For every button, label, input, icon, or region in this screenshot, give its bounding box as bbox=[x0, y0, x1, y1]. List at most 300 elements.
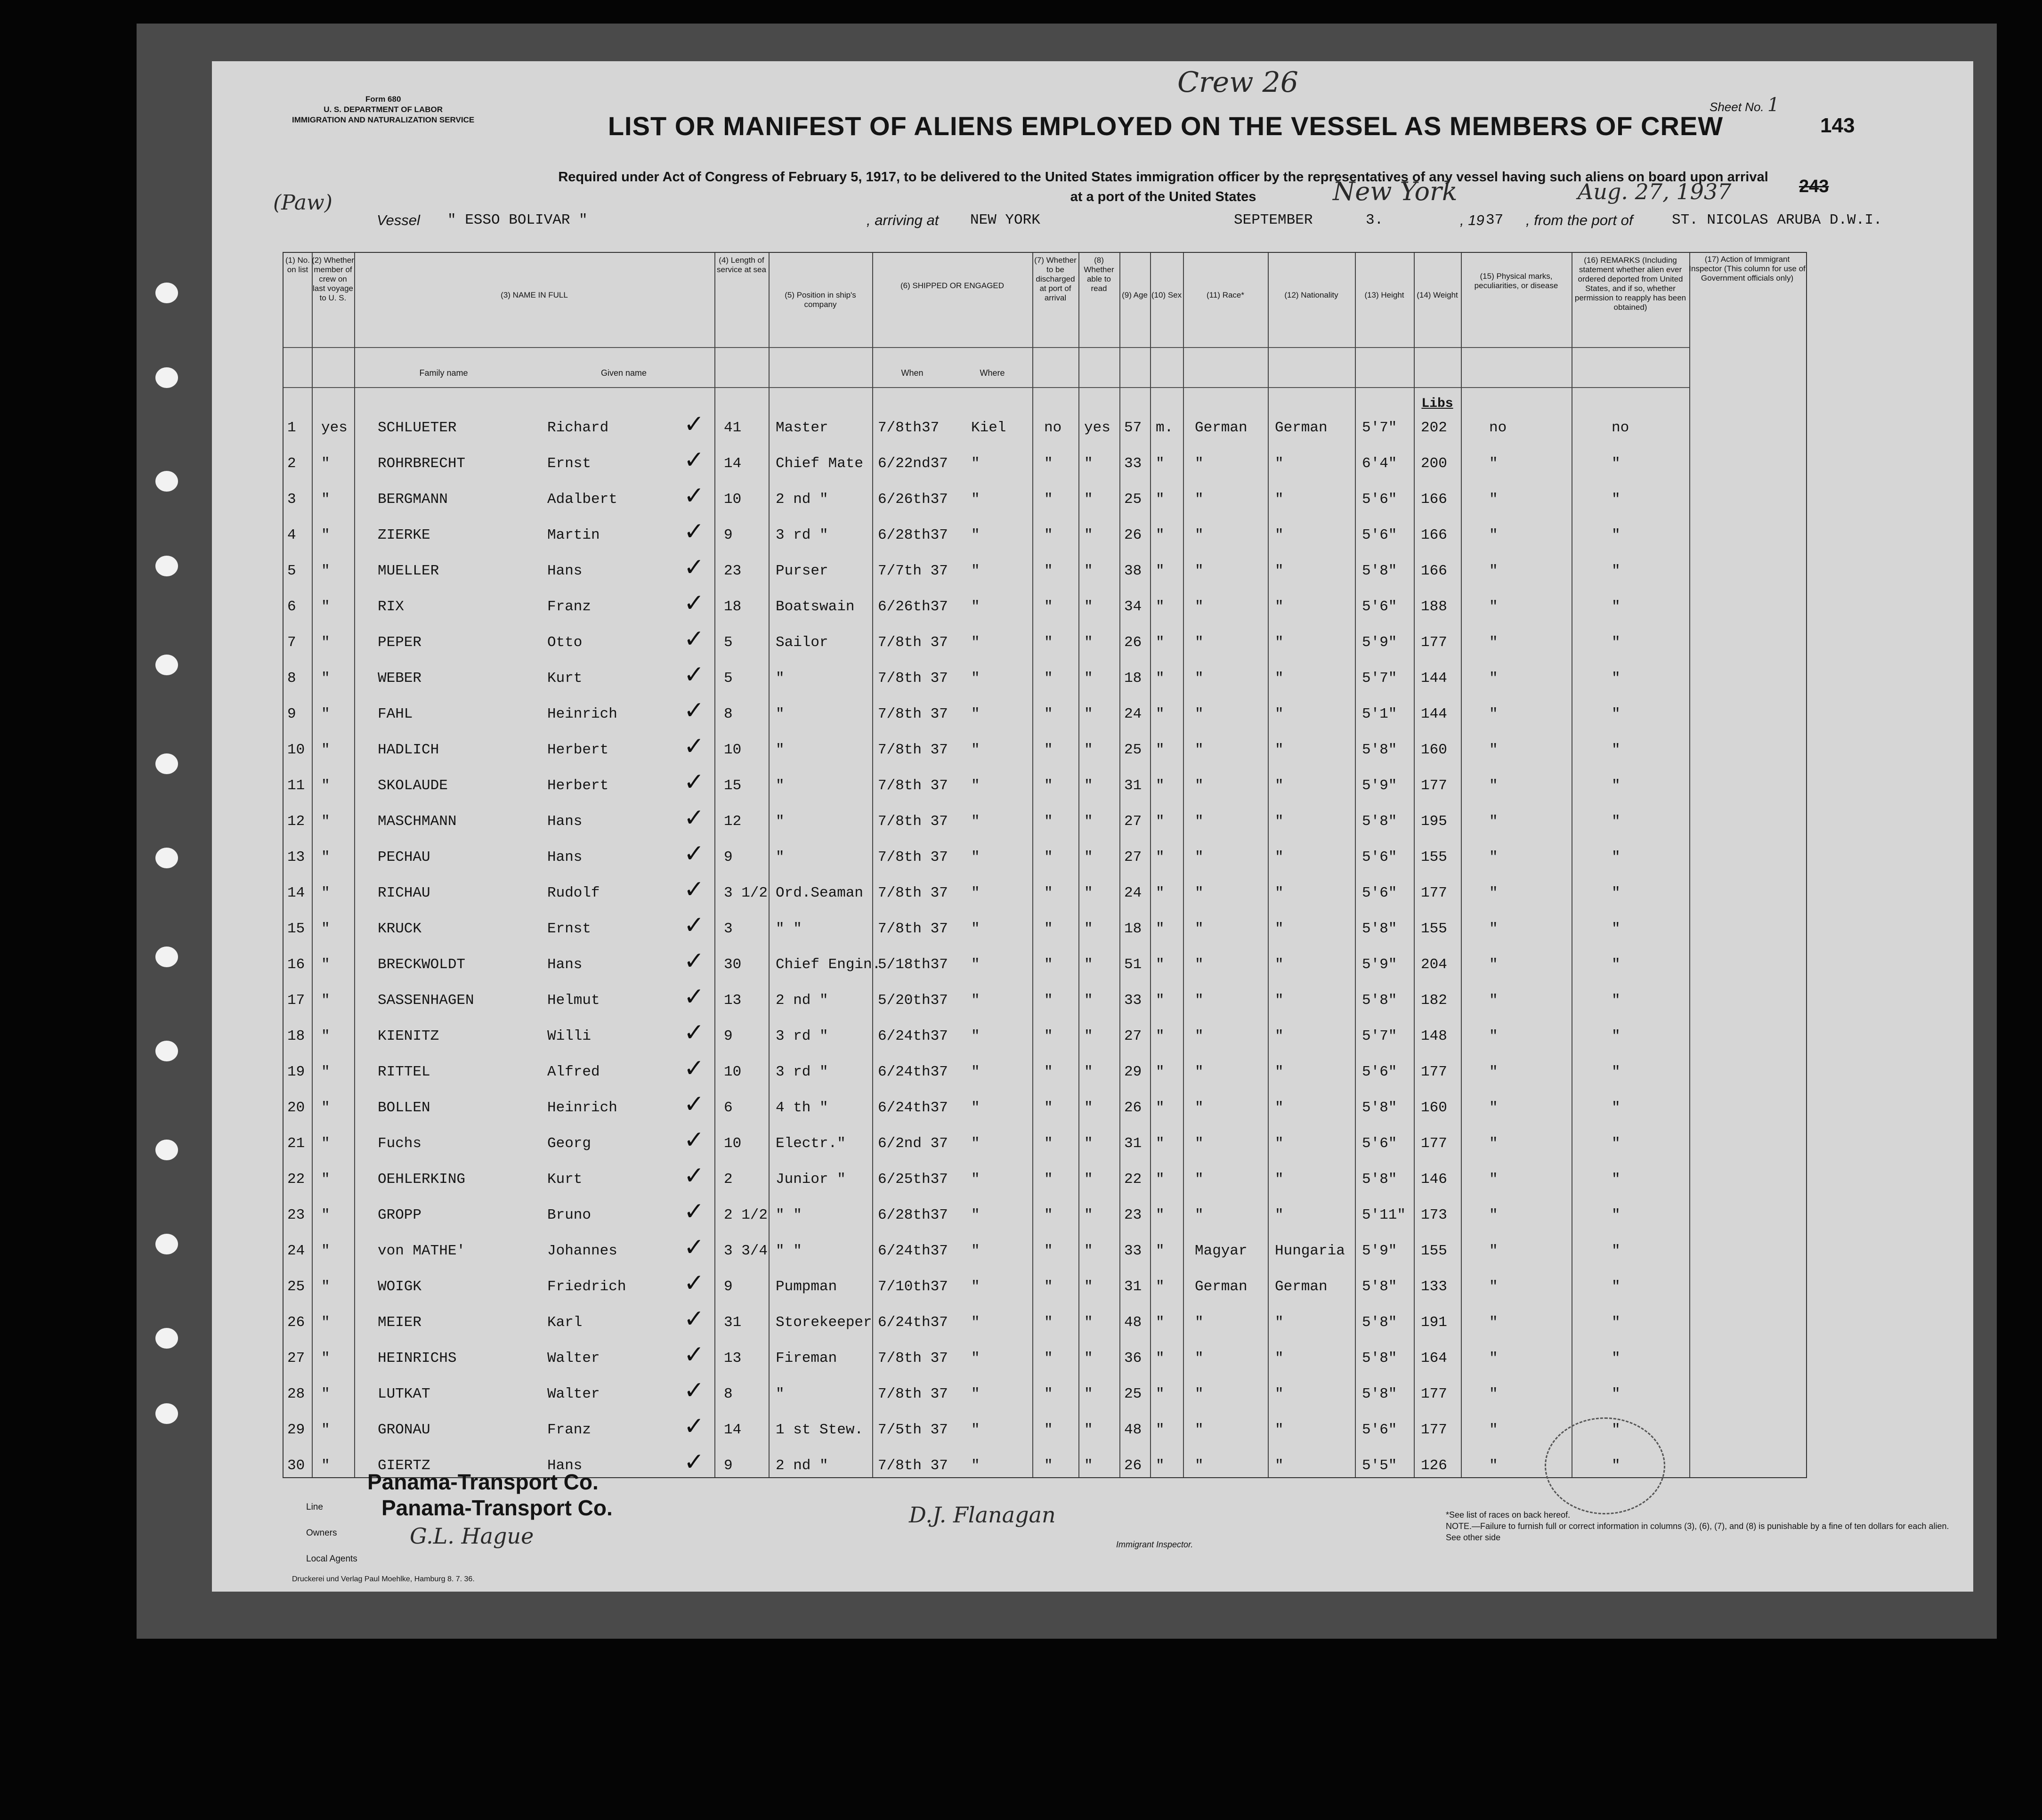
shipped-where-cell: " bbox=[971, 527, 980, 543]
discharged-cell: " bbox=[1044, 921, 1053, 937]
physical-marks-cell: " bbox=[1489, 885, 1498, 901]
footnote-line: *See list of races on back hereof. bbox=[1446, 1510, 1571, 1520]
family-name-cell: GRONAU bbox=[378, 1422, 430, 1438]
discharged-cell: " bbox=[1044, 1171, 1053, 1188]
shipped-when-cell: 6/28th37 bbox=[878, 527, 948, 543]
row-number-cell: 12 bbox=[287, 813, 305, 830]
discharged-cell: " bbox=[1044, 742, 1053, 758]
shipped-where-cell: " bbox=[971, 1243, 980, 1259]
able-to-read-cell: " bbox=[1084, 1350, 1093, 1367]
weight-cell: 177 bbox=[1421, 1135, 1447, 1152]
physical-marks-cell: " bbox=[1489, 527, 1498, 543]
col-header-previous-voyage: (2) Whether member of crew on last voyage to U. S. bbox=[312, 256, 354, 302]
physical-marks-cell: " bbox=[1489, 921, 1498, 937]
sex-cell: " bbox=[1156, 599, 1165, 615]
remarks-cell: " bbox=[1612, 849, 1621, 866]
physical-marks-cell: " bbox=[1489, 634, 1498, 651]
race-cell: " bbox=[1195, 1457, 1204, 1474]
table-row bbox=[284, 1197, 1689, 1236]
able-to-read-cell: " bbox=[1084, 634, 1093, 651]
age-cell: 26 bbox=[1124, 1457, 1142, 1474]
service-years-cell: 10 bbox=[724, 742, 742, 758]
previous-voyage-cell: " bbox=[321, 813, 330, 830]
given-name-cell: Alfred bbox=[547, 1064, 600, 1080]
checkmark-icon: ✓ bbox=[684, 1341, 705, 1369]
family-name-cell: WEBER bbox=[378, 670, 422, 687]
given-name-cell: Rudolf bbox=[547, 885, 600, 901]
sex-cell: " bbox=[1156, 1135, 1165, 1152]
col-header-discharged: (7) Whether to be discharged at port of arrival bbox=[1034, 256, 1077, 302]
checkmark-icon: ✓ bbox=[684, 1054, 705, 1083]
vessel-label: Vessel bbox=[377, 212, 420, 228]
weight-cell: 146 bbox=[1421, 1171, 1447, 1188]
weight-unit: Libs bbox=[1421, 396, 1453, 411]
sex-cell: " bbox=[1156, 1207, 1165, 1223]
shipped-where-cell: " bbox=[971, 634, 980, 651]
checkmark-icon: ✓ bbox=[684, 661, 705, 689]
remarks-cell: " bbox=[1612, 1028, 1621, 1044]
remarks-cell: " bbox=[1612, 599, 1621, 615]
sheet-label: Sheet No. bbox=[1710, 100, 1764, 114]
checkmark-icon: ✓ bbox=[684, 589, 705, 617]
nationality-cell: " bbox=[1275, 1028, 1284, 1044]
service-years-cell: 3 bbox=[724, 921, 733, 937]
weight-cell: 177 bbox=[1421, 885, 1447, 901]
arrival-month: SEPTEMBER bbox=[1234, 212, 1313, 228]
discharged-cell: " bbox=[1044, 1100, 1053, 1116]
row-number-cell: 19 bbox=[287, 1064, 305, 1080]
family-name-cell: RITTEL bbox=[378, 1064, 430, 1080]
checkmark-icon: ✓ bbox=[684, 625, 705, 653]
position-cell: 2 nd " bbox=[776, 491, 828, 508]
header-divider bbox=[284, 387, 1689, 388]
able-to-read-cell: " bbox=[1084, 491, 1093, 508]
col-header-height: (13) Height bbox=[1364, 291, 1404, 299]
checkmark-icon: ✓ bbox=[684, 1197, 705, 1226]
position-cell: 2 nd " bbox=[776, 992, 828, 1009]
able-to-read-cell: " bbox=[1084, 527, 1093, 543]
shipped-where-cell: " bbox=[971, 563, 980, 579]
shipped-where-cell: " bbox=[971, 1100, 980, 1116]
row-number-cell: 22 bbox=[287, 1171, 305, 1188]
row-number-cell: 23 bbox=[287, 1207, 305, 1223]
agents-label: Local Agents bbox=[306, 1554, 357, 1564]
shipped-when-cell: 7/8th 37 bbox=[878, 885, 948, 901]
checkmark-icon: ✓ bbox=[684, 446, 705, 474]
able-to-read-cell: " bbox=[1084, 1243, 1093, 1259]
table-row bbox=[284, 911, 1689, 950]
nationality-cell: Hungaria bbox=[1275, 1243, 1345, 1259]
position-cell: Master bbox=[776, 420, 828, 436]
form-number: Form 680 bbox=[365, 95, 401, 104]
sex-cell: " bbox=[1156, 921, 1165, 937]
previous-voyage-cell: " bbox=[321, 599, 330, 615]
remarks-cell: " bbox=[1612, 563, 1621, 579]
col-header-shipped: (6) SHIPPED OR ENGAGED bbox=[900, 281, 1005, 290]
col-header-age: (9) Age bbox=[1122, 291, 1148, 299]
able-to-read-cell: " bbox=[1084, 742, 1093, 758]
checkmark-icon: ✓ bbox=[684, 1448, 705, 1476]
shipped-where-cell: " bbox=[971, 992, 980, 1009]
height-cell: 5'8" bbox=[1362, 1100, 1397, 1116]
family-name-cell: MUELLER bbox=[378, 563, 439, 579]
previous-voyage-cell: " bbox=[321, 1350, 330, 1367]
shipped-where-cell: " bbox=[971, 921, 980, 937]
height-cell: 5'6" bbox=[1362, 849, 1397, 866]
remarks-cell: " bbox=[1612, 491, 1621, 508]
col-header-service: (4) Length of service at sea bbox=[717, 256, 766, 274]
remarks-cell: no bbox=[1612, 420, 1629, 436]
position-cell: Pumpman bbox=[776, 1278, 837, 1295]
shipped-where-cell: " bbox=[971, 742, 980, 758]
shipped-where-cell: " bbox=[971, 1350, 980, 1367]
nationality-cell: " bbox=[1275, 527, 1284, 543]
shipped-when-cell: 7/8th 37 bbox=[878, 1386, 948, 1402]
checkmark-icon: ✓ bbox=[684, 983, 705, 1011]
checkmark-icon: ✓ bbox=[684, 1233, 705, 1262]
nationality-cell: " bbox=[1275, 885, 1284, 901]
remarks-cell: " bbox=[1612, 1350, 1621, 1367]
table-row bbox=[284, 663, 1689, 699]
height-cell: 5'5" bbox=[1362, 1457, 1397, 1474]
race-cell: " bbox=[1195, 813, 1204, 830]
age-cell: 31 bbox=[1124, 1278, 1142, 1295]
discharged-cell: " bbox=[1044, 670, 1053, 687]
age-cell: 31 bbox=[1124, 1135, 1142, 1152]
row-number-cell: 3 bbox=[287, 491, 296, 508]
sex-cell: " bbox=[1156, 455, 1165, 472]
family-name-cell: GIERTZ bbox=[378, 1457, 430, 1474]
physical-marks-cell: " bbox=[1489, 1064, 1498, 1080]
col-header-position: (5) Position in ship's company bbox=[785, 291, 856, 309]
owners-value: Panama-Transport Co. bbox=[381, 1496, 613, 1520]
previous-voyage-cell: " bbox=[321, 1028, 330, 1044]
given-name-cell: Heinrich bbox=[547, 1100, 617, 1116]
family-name-cell: RICHAU bbox=[378, 885, 430, 901]
table-row bbox=[284, 947, 1689, 986]
remarks-cell: " bbox=[1612, 956, 1621, 973]
given-name-cell: Franz bbox=[547, 1422, 592, 1438]
race-cell: " bbox=[1195, 849, 1204, 866]
physical-marks-cell: " bbox=[1489, 742, 1498, 758]
position-cell: " bbox=[776, 706, 785, 722]
family-name-cell: OEHLERKING bbox=[378, 1171, 466, 1188]
previous-voyage-cell: " bbox=[321, 1064, 330, 1080]
age-cell: 27 bbox=[1124, 1028, 1142, 1044]
able-to-read-cell: " bbox=[1084, 1422, 1093, 1438]
age-cell: 34 bbox=[1124, 599, 1142, 615]
arriving-label: , arriving at bbox=[867, 212, 939, 228]
height-cell: 5'8" bbox=[1362, 563, 1397, 579]
weight-cell: 155 bbox=[1421, 921, 1447, 937]
able-to-read-cell: " bbox=[1084, 992, 1093, 1009]
checkmark-icon: ✓ bbox=[684, 911, 705, 939]
race-cell: " bbox=[1195, 1422, 1204, 1438]
sex-cell: " bbox=[1156, 1171, 1165, 1188]
shipped-where-cell: " bbox=[971, 1171, 980, 1188]
shipped-when-cell: 7/8th 37 bbox=[878, 921, 948, 937]
row-number-cell: 28 bbox=[287, 1386, 305, 1402]
service-years-cell: 9 bbox=[724, 1278, 733, 1295]
age-cell: 26 bbox=[1124, 634, 1142, 651]
service-years-cell: 13 bbox=[724, 1350, 742, 1367]
height-cell: 5'6" bbox=[1362, 599, 1397, 615]
position-cell: Storekeeper bbox=[776, 1314, 872, 1331]
checkmark-icon: ✓ bbox=[684, 1126, 705, 1154]
row-number-cell: 16 bbox=[287, 956, 305, 973]
nationality-cell: " bbox=[1275, 921, 1284, 937]
race-cell: " bbox=[1195, 1028, 1204, 1044]
race-cell: " bbox=[1195, 1171, 1204, 1188]
height-cell: 5'8" bbox=[1362, 1350, 1397, 1367]
weight-cell: 166 bbox=[1421, 563, 1447, 579]
position-cell: " bbox=[776, 1386, 785, 1402]
row-number-cell: 29 bbox=[287, 1422, 305, 1438]
shipped-when-cell: 7/7th 37 bbox=[878, 563, 948, 579]
race-cell: " bbox=[1195, 527, 1204, 543]
nationality-cell: " bbox=[1275, 706, 1284, 722]
discharged-cell: " bbox=[1044, 491, 1053, 508]
given-name-cell: Hans bbox=[547, 849, 583, 866]
age-cell: 48 bbox=[1124, 1314, 1142, 1331]
age-cell: 38 bbox=[1124, 563, 1142, 579]
family-name-cell: SKOLAUDE bbox=[378, 777, 448, 794]
family-name-cell: SASSENHAGEN bbox=[378, 992, 474, 1009]
printer-imprint: Druckerei und Verlag Paul Moehlke, Hamburg 8. 7. 36. bbox=[292, 1575, 475, 1583]
given-name-cell: Walter bbox=[547, 1350, 600, 1367]
service-years-cell: 6 bbox=[724, 1100, 733, 1116]
weight-cell: 155 bbox=[1421, 849, 1447, 866]
table-row bbox=[284, 553, 1689, 592]
given-name-cell: Helmut bbox=[547, 992, 600, 1009]
weight-cell: 133 bbox=[1421, 1278, 1447, 1295]
weight-cell: 160 bbox=[1421, 1100, 1447, 1116]
punch-hole bbox=[155, 655, 178, 675]
race-cell: " bbox=[1195, 1207, 1204, 1223]
previous-voyage-cell: " bbox=[321, 1171, 330, 1188]
sex-cell: m. bbox=[1156, 420, 1174, 436]
action-column-header: (17) Action of Immigrant Inspector (This column for use of Government officials only) bbox=[1689, 255, 1806, 283]
sex-cell: " bbox=[1156, 992, 1165, 1009]
checkmark-icon: ✓ bbox=[684, 768, 705, 796]
position-cell: Ord.Seaman bbox=[776, 885, 864, 901]
service-years-cell: 5 bbox=[724, 634, 733, 651]
table-row bbox=[284, 1126, 1689, 1165]
able-to-read-cell: " bbox=[1084, 599, 1093, 615]
family-name-cell: FAHL bbox=[378, 706, 413, 722]
col-header-no: (1) No. on list bbox=[285, 256, 310, 274]
row-number-cell: 14 bbox=[287, 885, 305, 901]
checkmark-icon: ✓ bbox=[684, 482, 705, 510]
checkmark-icon: ✓ bbox=[684, 875, 705, 904]
family-name-cell: PECHAU bbox=[378, 849, 430, 866]
physical-marks-cell: " bbox=[1489, 1314, 1498, 1331]
row-number-cell: 20 bbox=[287, 1100, 305, 1116]
discharged-cell: " bbox=[1044, 706, 1053, 722]
shipped-where-cell: " bbox=[971, 813, 980, 830]
subheader-where: Where bbox=[980, 368, 1005, 378]
previous-voyage-cell: " bbox=[321, 921, 330, 937]
sex-cell: " bbox=[1156, 527, 1165, 543]
checkmark-icon: ✓ bbox=[684, 947, 705, 975]
sex-cell: " bbox=[1156, 777, 1165, 794]
position-cell: Boatswain bbox=[776, 599, 855, 615]
punch-hole bbox=[155, 471, 178, 492]
height-cell: 5'8" bbox=[1362, 1171, 1397, 1188]
age-cell: 23 bbox=[1124, 1207, 1142, 1223]
year-prefix: , 19 bbox=[1460, 212, 1484, 228]
weight-cell: 195 bbox=[1421, 813, 1447, 830]
height-cell: 5'8" bbox=[1362, 813, 1397, 830]
col-header-marks: (15) Physical marks, peculiarities, or disease bbox=[1474, 272, 1558, 290]
given-name-cell: Herbert bbox=[547, 742, 609, 758]
nationality-cell: " bbox=[1275, 563, 1284, 579]
previous-voyage-cell: " bbox=[321, 849, 330, 866]
shipped-where-cell: " bbox=[971, 885, 980, 901]
handwritten-note: (Paw) bbox=[273, 191, 332, 215]
shipped-when-cell: 7/8th 37 bbox=[878, 849, 948, 866]
height-cell: 5'6" bbox=[1362, 491, 1397, 508]
position-cell: 4 th " bbox=[776, 1100, 828, 1116]
weight-cell: 166 bbox=[1421, 527, 1447, 543]
physical-marks-cell: no bbox=[1489, 420, 1507, 436]
physical-marks-cell: " bbox=[1489, 849, 1498, 866]
punch-hole bbox=[155, 367, 178, 388]
physical-marks-cell: " bbox=[1489, 455, 1498, 472]
age-cell: 26 bbox=[1124, 1100, 1142, 1116]
sex-cell: " bbox=[1156, 742, 1165, 758]
given-name-cell: Georg bbox=[547, 1135, 592, 1152]
able-to-read-cell: " bbox=[1084, 1278, 1093, 1295]
table-row bbox=[284, 1412, 1689, 1451]
previous-voyage-cell: " bbox=[321, 992, 330, 1009]
age-cell: 51 bbox=[1124, 956, 1142, 973]
family-name-cell: LUTKAT bbox=[378, 1386, 430, 1402]
discharged-cell: " bbox=[1044, 1243, 1053, 1259]
table-row bbox=[284, 768, 1689, 807]
position-cell: Junior " bbox=[776, 1171, 846, 1188]
row-number-cell: 30 bbox=[287, 1457, 305, 1474]
subtitle-line: at a port of the United States bbox=[1070, 189, 1256, 204]
physical-marks-cell: " bbox=[1489, 777, 1498, 794]
row-number-cell: 9 bbox=[287, 706, 296, 722]
given-name-cell: Otto bbox=[547, 634, 583, 651]
previous-voyage-cell: " bbox=[321, 706, 330, 722]
row-number-cell: 18 bbox=[287, 1028, 305, 1044]
family-name-cell: ROHRBRECHT bbox=[378, 455, 466, 472]
previous-voyage-cell: " bbox=[321, 777, 330, 794]
subtitle-line: Required under Act of Congress of February 5, 1917, to be delivered to the United States immigration officer by the representatives of any vessel having such aliens on board upon arrival bbox=[558, 170, 1768, 185]
physical-marks-cell: " bbox=[1489, 1207, 1498, 1223]
height-cell: 5'6" bbox=[1362, 1135, 1397, 1152]
arriving-port: NEW YORK bbox=[970, 212, 1040, 228]
agent-signature: G.L. Hague bbox=[410, 1523, 534, 1549]
sex-cell: " bbox=[1156, 1386, 1165, 1402]
shipped-where-cell: " bbox=[971, 1207, 980, 1223]
weight-cell: 144 bbox=[1421, 670, 1447, 687]
given-name-cell: Hans bbox=[547, 956, 583, 973]
remarks-cell: " bbox=[1612, 813, 1621, 830]
discharged-cell: no bbox=[1044, 420, 1062, 436]
given-name-cell: Walter bbox=[547, 1386, 600, 1402]
sheet-number-value: 1 bbox=[1767, 94, 1780, 116]
shipped-when-cell: 5/18th37 bbox=[878, 956, 948, 973]
row-number-cell: 6 bbox=[287, 599, 296, 615]
previous-voyage-cell: " bbox=[321, 1135, 330, 1152]
race-cell: " bbox=[1195, 777, 1204, 794]
shipped-when-cell: 7/10th37 bbox=[878, 1278, 948, 1295]
col-header-nationality: (12) Nationality bbox=[1284, 291, 1338, 299]
shipped-when-cell: 7/8th 37 bbox=[878, 742, 948, 758]
given-name-cell: Adalbert bbox=[547, 491, 617, 508]
physical-marks-cell: " bbox=[1489, 491, 1498, 508]
physical-marks-cell: " bbox=[1489, 813, 1498, 830]
weight-cell: 166 bbox=[1421, 491, 1447, 508]
height-cell: 5'8" bbox=[1362, 921, 1397, 937]
previous-voyage-cell: " bbox=[321, 1422, 330, 1438]
sex-cell: " bbox=[1156, 491, 1165, 508]
age-cell: 25 bbox=[1124, 491, 1142, 508]
discharged-cell: " bbox=[1044, 849, 1053, 866]
nationality-cell: " bbox=[1275, 670, 1284, 687]
physical-marks-cell: " bbox=[1489, 1171, 1498, 1188]
row-number-cell: 7 bbox=[287, 634, 296, 651]
shipped-where-cell: " bbox=[971, 956, 980, 973]
nationality-cell: " bbox=[1275, 1314, 1284, 1331]
checkmark-icon: ✓ bbox=[684, 696, 705, 725]
punch-hole bbox=[155, 556, 178, 576]
race-cell: German bbox=[1195, 1278, 1248, 1295]
able-to-read-cell: " bbox=[1084, 1457, 1093, 1474]
subheader-given: Given name bbox=[600, 368, 647, 378]
owners-label: Owners bbox=[306, 1528, 337, 1538]
race-cell: Magyar bbox=[1195, 1243, 1248, 1259]
table-row bbox=[284, 482, 1689, 520]
remarks-cell: " bbox=[1612, 1207, 1621, 1223]
service-years-cell: 3 3/4 bbox=[724, 1243, 768, 1259]
position-cell: " bbox=[776, 813, 785, 830]
able-to-read-cell: " bbox=[1084, 455, 1093, 472]
physical-marks-cell: " bbox=[1489, 599, 1498, 615]
sex-cell: " bbox=[1156, 634, 1165, 651]
row-number-cell: 1 bbox=[287, 420, 296, 436]
checkmark-icon: ✓ bbox=[684, 410, 705, 438]
previous-voyage-cell: " bbox=[321, 742, 330, 758]
punch-hole bbox=[155, 1234, 178, 1254]
arrival-year: 37 bbox=[1486, 212, 1504, 228]
race-cell: " bbox=[1195, 634, 1204, 651]
age-cell: 22 bbox=[1124, 1171, 1142, 1188]
race-cell: " bbox=[1195, 1386, 1204, 1402]
form-heading bbox=[292, 94, 474, 125]
shipped-where-cell: " bbox=[971, 1028, 980, 1044]
family-name-cell: KRUCK bbox=[378, 921, 422, 937]
remarks-cell: " bbox=[1612, 706, 1621, 722]
remarks-cell: " bbox=[1612, 1278, 1621, 1295]
row-number-cell: 2 bbox=[287, 455, 296, 472]
given-name-cell: Willi bbox=[547, 1028, 592, 1044]
table-row bbox=[284, 1021, 1689, 1057]
height-cell: 5'6" bbox=[1362, 1422, 1397, 1438]
row-number-cell: 17 bbox=[287, 992, 305, 1009]
nationality-cell: " bbox=[1275, 742, 1284, 758]
family-name-cell: MEIER bbox=[378, 1314, 422, 1331]
table-row bbox=[284, 1305, 1689, 1343]
weight-cell: 204 bbox=[1421, 956, 1447, 973]
family-name-cell: KIENITZ bbox=[378, 1028, 439, 1044]
service-years-cell: 14 bbox=[724, 455, 742, 472]
struck-number: 243 bbox=[1799, 177, 1829, 196]
